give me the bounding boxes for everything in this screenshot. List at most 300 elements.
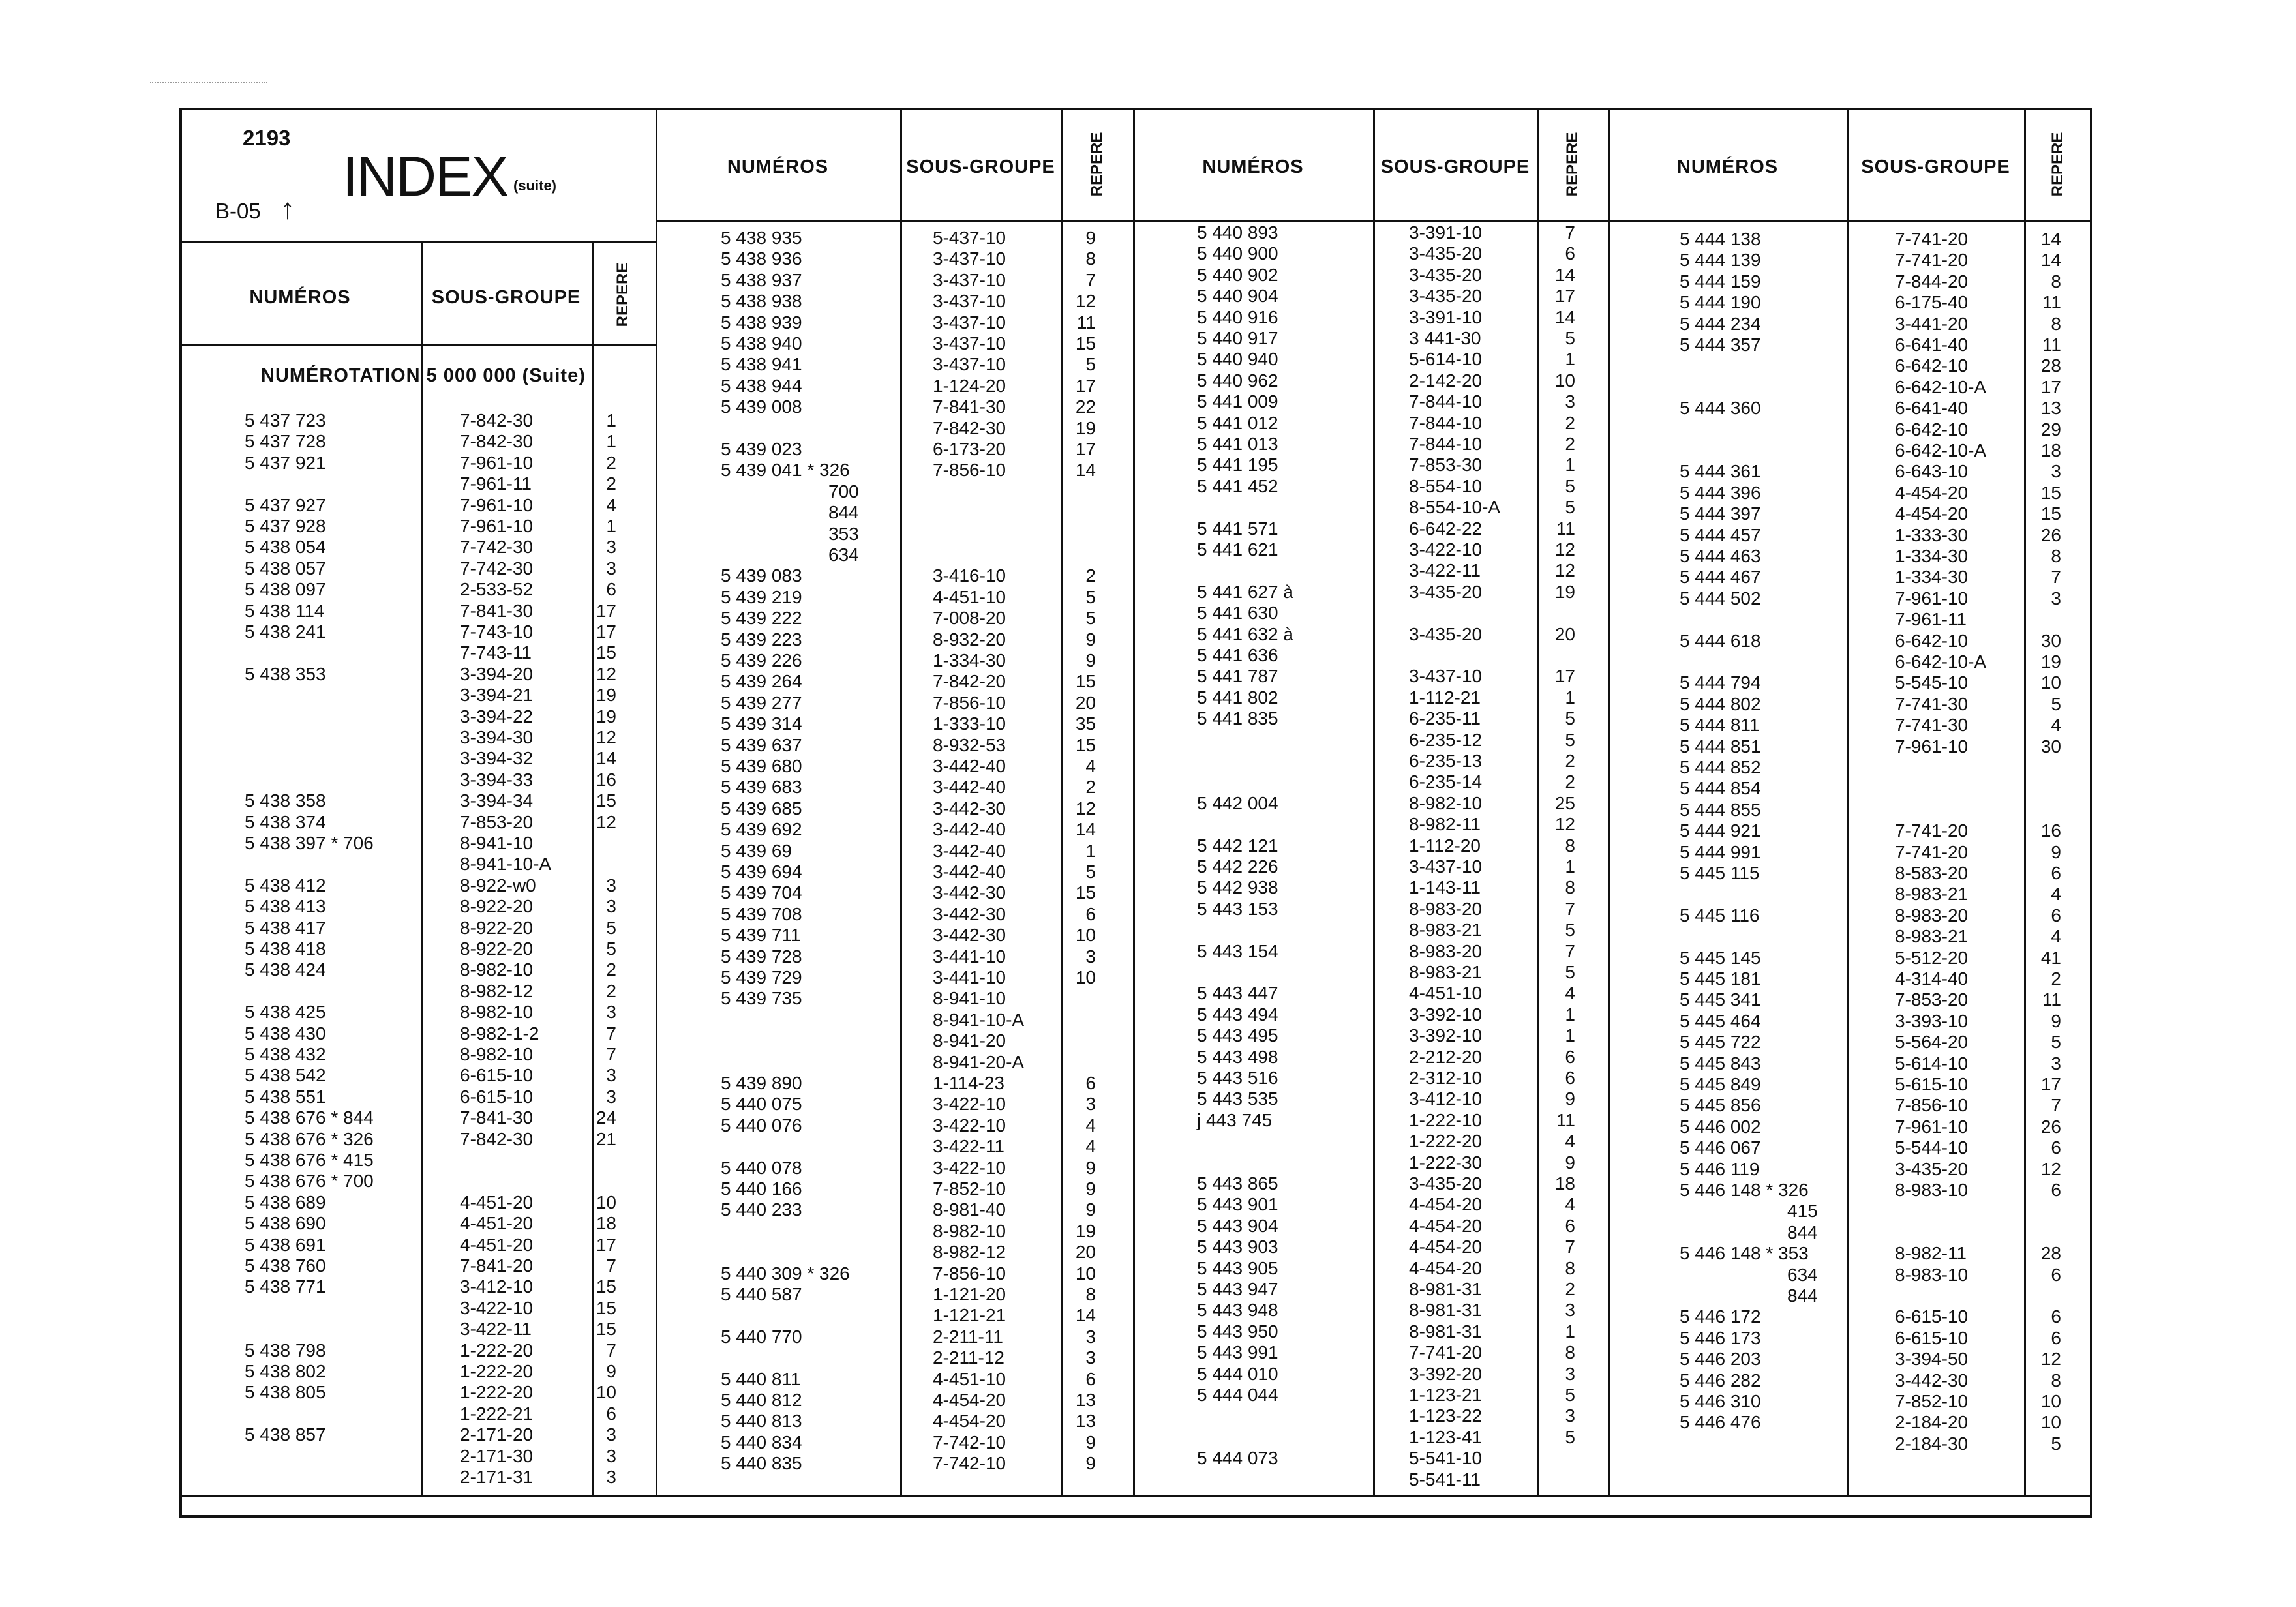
repere: 3 (606, 1086, 616, 1107)
repere: 14 (1554, 264, 1575, 285)
repere: 9 (1085, 650, 1096, 670)
part-number: 5 443 498 (1197, 1046, 1278, 1067)
part-number: 5 443 153 (1197, 898, 1278, 919)
sous-groupe: 5-614-10 (1895, 1053, 1969, 1074)
sous-groupe: 6-642-10-A (1895, 652, 1987, 672)
repere: 5 (606, 917, 616, 938)
sous-groupe: 3-412-10 (460, 1276, 534, 1297)
part-number: 5 445 722 (1680, 1032, 1761, 1053)
sous-groupe: 7-841-30 (933, 397, 1006, 417)
part-number: 5 438 676 * 326 (245, 1128, 374, 1149)
sous-groupe: 3-394-32 (460, 748, 534, 769)
sous-groupe: 8-983-21 (1895, 884, 1969, 905)
repere: 14 (1075, 819, 1096, 840)
repere: 17 (1554, 666, 1575, 687)
sous-groupe: 1-112-21 (1409, 687, 1481, 708)
sous-groupe: 8-922-w0 (460, 875, 536, 895)
sous-groupe: 7-741-20 (1895, 820, 1969, 841)
sous-groupe: 8-982-11 (1409, 814, 1481, 835)
repere: 6 (2051, 1306, 2061, 1327)
sous-groupe: 3-442-40 (933, 777, 1006, 798)
sous-groupe: 7-008-20 (933, 608, 1006, 629)
part-number: 5 443 904 (1197, 1215, 1278, 1236)
sous-groupe: 2-171-30 (460, 1445, 534, 1466)
part-number: 5 438 542 (245, 1065, 326, 1086)
part-number: 844 (1787, 1285, 1818, 1306)
col1-header-top-line (179, 241, 656, 243)
repere: 11 (2042, 989, 2061, 1010)
part-number: 5 439 704 (721, 882, 802, 903)
sous-groupe: 3-442-40 (933, 819, 1006, 840)
repere: 3 (606, 1445, 616, 1466)
sous-groupe: 6-235-11 (1409, 708, 1481, 729)
sous-groupe: 6-175-40 (1895, 292, 1969, 313)
sous-groupe: 3-416-10 (933, 565, 1006, 586)
sous-groupe: 3-437-10 (933, 248, 1006, 269)
sous-groupe: 8-982-10 (933, 1220, 1006, 1241)
col4-header-repere: REPERE (2049, 132, 2066, 197)
part-number: 5 439 277 (721, 692, 802, 713)
sous-groupe: 1-334-30 (1895, 546, 1969, 566)
sous-groupe: 3-435-20 (1409, 623, 1483, 644)
repere: 12 (1554, 560, 1575, 581)
sous-groupe: 8-981-31 (1409, 1279, 1483, 1299)
part-number: 5 439 728 (721, 946, 802, 967)
repere: 4 (2051, 884, 2061, 905)
part-number: 5 440 587 (721, 1284, 802, 1304)
sous-groupe: 8-982-10 (460, 1002, 534, 1023)
sous-groupe: 8-981-31 (1409, 1321, 1483, 1342)
sous-groupe: 4-451-20 (460, 1234, 534, 1255)
col2-header-sous-groupe: SOUS-GROUPE (906, 157, 1055, 177)
repere: 10 (596, 1382, 616, 1403)
scan-margin-marks (150, 82, 267, 85)
part-number: 5 439 637 (721, 734, 802, 755)
part-number: 5 444 463 (1680, 546, 1761, 566)
repere: 3 (606, 1002, 616, 1023)
repere: 20 (1554, 623, 1575, 644)
repere: 18 (1554, 1173, 1575, 1194)
sous-groupe: 3-435-20 (1895, 1158, 1969, 1179)
part-number: 5 441 636 (1197, 645, 1278, 665)
repere: 6 (2051, 1327, 2061, 1348)
sous-groupe: 8-554-10 (1409, 475, 1483, 496)
repere: 5 (2051, 1433, 2061, 1454)
repere: 10 (1075, 925, 1096, 946)
sous-groupe: 3-422-10 (1409, 539, 1483, 560)
repere: 18 (2040, 440, 2061, 460)
sous-groupe: 6-615-10 (460, 1065, 534, 1086)
sous-groupe: 7-842-30 (460, 1128, 534, 1149)
sous-groupe: 7-842-30 (933, 417, 1006, 438)
sous-groupe: 7-741-20 (1895, 229, 1969, 249)
part-number: 5 443 905 (1197, 1257, 1278, 1278)
page-title-suite: (suite) (513, 177, 556, 194)
sous-groupe: 2-211-12 (933, 1347, 1005, 1368)
part-number: 5 438 937 (721, 269, 802, 290)
sous-groupe: 7-853-20 (1895, 989, 1969, 1010)
sous-groupe: 3-393-10 (1895, 1010, 1969, 1031)
sous-groupe: 7-844-20 (1895, 271, 1969, 292)
repere: 28 (2040, 355, 2061, 376)
part-number: 5 445 849 (1680, 1074, 1761, 1094)
sous-groupe: 3-422-11 (933, 1136, 1005, 1157)
sous-groupe: 6-235-13 (1409, 751, 1483, 771)
repere: 7 (1085, 269, 1096, 290)
sous-groupe: 8-983-20 (1409, 940, 1483, 961)
repere: 12 (2040, 1158, 2061, 1179)
sous-groupe: 8-922-20 (460, 939, 534, 959)
repere: 1 (1085, 840, 1096, 861)
part-number: 5 437 723 (245, 410, 326, 430)
sous-groupe: 8-922-20 (460, 917, 534, 938)
sous-groupe: 6-642-22 (1409, 518, 1483, 539)
part-number: 5 444 044 (1197, 1385, 1278, 1405)
sous-groupe: 1-123-21 (1409, 1385, 1483, 1405)
repere: 30 (2040, 630, 2061, 651)
repere: 26 (2040, 524, 2061, 545)
part-number: 5 444 396 (1680, 482, 1761, 503)
sous-groupe: 6-641-40 (1895, 335, 1969, 355)
sous-groupe: 3-442-40 (933, 862, 1006, 882)
sous-groupe: 6-235-14 (1409, 772, 1483, 792)
repere: 5 (1085, 586, 1096, 607)
part-number: 5 440 900 (1197, 243, 1278, 264)
repere: 17 (596, 622, 616, 642)
repere: 8 (1565, 1342, 1575, 1363)
repere: 3 (1085, 1326, 1096, 1347)
repere: 19 (596, 685, 616, 706)
repere: 8 (2051, 313, 2061, 334)
part-number: 5 438 676 * 415 (245, 1150, 374, 1170)
part-number: 5 444 467 (1680, 567, 1761, 588)
part-number: 5 440 904 (1197, 286, 1278, 307)
part-number: 5 440 075 (721, 1094, 802, 1115)
repere: 11 (2042, 292, 2061, 313)
repere: 3 (606, 1424, 616, 1445)
sous-groupe: 4-451-20 (460, 1192, 534, 1212)
part-number: 5 444 852 (1680, 757, 1761, 777)
repere: 1 (1565, 856, 1575, 877)
repere: 3 (2051, 1053, 2061, 1074)
repere: 9 (606, 1361, 616, 1381)
part-number: 5 440 893 (1197, 222, 1278, 243)
sous-groupe: 4-454-20 (1895, 503, 1969, 524)
sous-groupe: 8-941-10-A (460, 854, 552, 875)
repere: 6 (2051, 1180, 2061, 1200)
part-number: 5 444 361 (1680, 461, 1761, 482)
sous-groupe: 3-394-33 (460, 769, 534, 790)
sous-groupe: 8-941-10 (460, 833, 534, 853)
sous-groupe: 8-981-31 (1409, 1300, 1483, 1321)
repere: 30 (2040, 736, 2061, 757)
part-number: 5 443 991 (1197, 1342, 1278, 1363)
sous-groupe: 7-743-10 (460, 622, 534, 642)
sous-groupe: 3-437-10 (1409, 856, 1483, 877)
repere: 5 (1085, 608, 1096, 629)
sous-groupe: 3-435-20 (1409, 581, 1483, 602)
sous-groupe: 6-615-10 (1895, 1306, 1969, 1327)
sous-groupe: 5-437-10 (933, 228, 1006, 248)
part-number: 5 444 794 (1680, 672, 1761, 693)
part-number: 5 441 012 (1197, 412, 1278, 433)
sous-groupe: 7-961-10 (1895, 736, 1969, 757)
repere: 1 (1565, 455, 1575, 475)
sous-groupe: 7-852-10 (933, 1179, 1006, 1199)
repere: 7 (606, 1044, 616, 1064)
repere: 14 (1554, 307, 1575, 327)
repere: 12 (596, 663, 616, 684)
part-number: 5 438 430 (245, 1023, 326, 1044)
part-number: 5 444 457 (1680, 524, 1761, 545)
part-number: 5 438 944 (721, 375, 802, 396)
sous-groupe: 3-442-40 (933, 840, 1006, 861)
repere: 15 (596, 642, 616, 663)
col4-divider-a (1847, 108, 1849, 1495)
part-number: 5 444 010 (1197, 1363, 1278, 1384)
repere: 3 (1565, 1300, 1575, 1321)
repere: 6 (606, 1403, 616, 1424)
part-number: 634 (828, 545, 859, 565)
repere: 1 (1565, 687, 1575, 708)
repere: 15 (2040, 482, 2061, 503)
sous-groupe: 3-442-30 (1895, 1370, 1969, 1390)
repere: 14 (2040, 250, 2061, 271)
sous-groupe: 1-222-21 (460, 1403, 534, 1424)
part-number: 5 443 901 (1197, 1194, 1278, 1215)
sous-groupe: 8-941-20-A (933, 1051, 1025, 1072)
repere: 3 (1085, 1094, 1096, 1115)
repere: 10 (2040, 1412, 2061, 1433)
repere: 1 (1565, 1321, 1575, 1342)
part-number: j 443 745 (1197, 1109, 1273, 1130)
repere: 9 (1085, 1453, 1096, 1474)
part-number: 5 444 991 (1680, 841, 1761, 862)
repere: 6 (1085, 903, 1096, 924)
sous-groupe: 1-114-23 (933, 1073, 1005, 1093)
repere: 4 (1565, 983, 1575, 1004)
part-number: 5 439 735 (721, 988, 802, 1009)
sous-groupe: 5-564-20 (1895, 1032, 1969, 1053)
part-number: 5 438 374 (245, 811, 326, 832)
sous-groupe: 4-314-40 (1895, 969, 1969, 989)
repere: 26 (2040, 1116, 2061, 1137)
part-number: 5 446 002 (1680, 1116, 1761, 1137)
part-number: 5 438 358 (245, 790, 326, 811)
sous-groupe: 1-112-20 (1409, 835, 1481, 856)
repere: 5 (2051, 1032, 2061, 1053)
col-divider-2 (1133, 108, 1135, 1495)
part-number: 5 438 689 (245, 1192, 326, 1212)
sous-groupe: 5-615-10 (1895, 1074, 1969, 1094)
part-number: 5 440 962 (1197, 370, 1278, 391)
repere: 1 (606, 516, 616, 536)
repere: 6 (1085, 1368, 1096, 1389)
part-number: 700 (828, 481, 859, 502)
repere: 2 (1085, 777, 1096, 798)
repere: 8 (1565, 877, 1575, 898)
sous-groupe: 2-212-20 (1409, 1046, 1483, 1067)
part-number: 5 437 928 (245, 516, 326, 536)
repere: 10 (596, 1192, 616, 1212)
repere: 9 (1085, 1199, 1096, 1220)
part-number: 5 438 054 (245, 537, 326, 558)
part-number: 5 439 264 (721, 671, 802, 692)
part-number: 5 443 950 (1197, 1321, 1278, 1342)
sous-groupe: 4-451-10 (1409, 983, 1483, 1004)
sous-groupe: 2-171-31 (460, 1467, 534, 1487)
repere: 9 (1085, 629, 1096, 650)
repere: 15 (596, 1297, 616, 1318)
part-number: 5 438 935 (721, 228, 802, 248)
part-number: 5 439 708 (721, 903, 802, 924)
part-number: 5 438 771 (245, 1276, 326, 1297)
part-number: 5 441 009 (1197, 391, 1278, 412)
sous-groupe: 4-451-10 (933, 586, 1006, 607)
part-number: 844 (828, 502, 859, 523)
repere: 17 (1075, 375, 1096, 396)
part-number: 5 439 69 (721, 840, 800, 861)
sous-groupe: 7-841-30 (460, 600, 534, 621)
part-number: 5 439 890 (721, 1073, 802, 1093)
sous-groupe: 3-442-30 (933, 903, 1006, 924)
col3-header-sous-groupe: SOUS-GROUPE (1380, 157, 1530, 177)
sous-groupe: 3-422-10 (460, 1297, 534, 1318)
part-number: 5 444 811 (1680, 715, 1760, 736)
sous-groupe: 3-437-10 (933, 354, 1006, 375)
repere: 6 (2051, 863, 2061, 883)
part-number: 5 438 418 (245, 939, 326, 959)
part-number: 5 439 222 (721, 608, 802, 629)
part-number: 5 440 078 (721, 1157, 802, 1178)
repere: 1 (606, 410, 616, 430)
sous-groupe: 7-856-10 (933, 460, 1006, 481)
repere: 2 (606, 959, 616, 980)
repere: 14 (1075, 460, 1096, 481)
part-number: 5 443 947 (1197, 1279, 1278, 1299)
part-number: 5 441 630 (1197, 603, 1278, 623)
repere: 17 (1554, 286, 1575, 307)
sous-groupe: 5-614-10 (1409, 349, 1483, 370)
repere: 5 (1565, 920, 1575, 940)
sous-groupe: 6-173-20 (933, 439, 1006, 459)
repere: 29 (2040, 419, 2061, 440)
part-number: 5 446 310 (1680, 1391, 1761, 1411)
sous-groupe: 3-392-20 (1409, 1363, 1483, 1384)
repere: 5 (1565, 475, 1575, 496)
part-number: 5 438 690 (245, 1213, 326, 1234)
sous-groupe: 3-394-50 (1895, 1349, 1969, 1370)
repere: 1 (1565, 1025, 1575, 1046)
part-number: 5 438 551 (245, 1086, 326, 1107)
part-number: 5 446 148 * 353 (1680, 1243, 1809, 1264)
part-number: 5 440 917 (1197, 328, 1278, 348)
sous-groupe: 6-235-12 (1409, 729, 1483, 750)
sous-groupe: 3-412-10 (1409, 1089, 1483, 1109)
col2-divider-a (900, 108, 902, 1495)
part-number: 5 441 195 (1197, 455, 1278, 475)
part-number: 5 446 173 (1680, 1327, 1761, 1348)
part-number: 5 438 057 (245, 558, 326, 578)
part-number: 5 443 903 (1197, 1237, 1278, 1257)
part-number: 5 445 116 (1680, 905, 1760, 925)
repere: 15 (596, 1319, 616, 1340)
repere: 19 (596, 706, 616, 727)
repere: 5 (1565, 497, 1575, 518)
part-number: 5 438 114 (245, 600, 325, 621)
sous-groupe: 7-961-10 (1895, 588, 1969, 608)
part-number: 5 443 495 (1197, 1025, 1278, 1046)
sous-groupe: 8-983-21 (1409, 962, 1483, 982)
part-number: 5 440 834 (721, 1432, 802, 1452)
part-number: 5 441 787 (1197, 666, 1278, 687)
part-number: 5 445 341 (1680, 989, 1761, 1010)
repere: 2 (606, 980, 616, 1001)
sous-groupe: 1-333-10 (933, 713, 1006, 734)
sous-groupe: 7-844-10 (1409, 434, 1483, 454)
sous-groupe: 3-437-10 (933, 333, 1006, 353)
sous-groupe: 2-171-20 (460, 1424, 534, 1445)
repere: 11 (1556, 1109, 1575, 1130)
repere: 5 (606, 939, 616, 959)
sous-groupe: 8-554-10-A (1409, 497, 1501, 518)
repere: 15 (596, 1276, 616, 1297)
repere: 7 (606, 1340, 616, 1360)
sous-groupe: 7-856-10 (1895, 1095, 1969, 1116)
sous-groupe: 4-451-10 (933, 1368, 1006, 1389)
repere: 7 (606, 1255, 616, 1276)
part-number: 5 438 432 (245, 1044, 326, 1064)
repere: 6 (2051, 905, 2061, 925)
part-number: 5 443 535 (1197, 1089, 1278, 1109)
sous-groupe: 7-743-11 (460, 642, 532, 663)
repere: 15 (596, 790, 616, 811)
part-number: 5 444 360 (1680, 398, 1761, 419)
repere: 12 (1554, 539, 1575, 560)
sous-groupe: 6-642-10 (1895, 355, 1969, 376)
repere: 11 (1556, 518, 1575, 539)
sous-groupe: 3-422-10 (933, 1094, 1006, 1115)
part-number: 5 438 676 * 700 (245, 1171, 374, 1192)
part-number: 5 439 729 (721, 967, 802, 987)
part-number: 5 444 921 (1680, 820, 1761, 841)
sous-groupe: 4-451-20 (460, 1213, 534, 1234)
part-number: 5 439 680 (721, 756, 802, 776)
col1-header-bottom-line (179, 344, 656, 346)
repere: 3 (2051, 588, 2061, 608)
repere: 7 (2051, 1095, 2061, 1116)
part-number: 5 438 424 (245, 959, 326, 980)
repere: 7 (1565, 940, 1575, 961)
section-title: NUMÉROTATION 5 000 000 (Suite) (261, 365, 586, 386)
sous-groupe: 7-961-10 (460, 452, 534, 473)
part-number: 5 444 073 (1197, 1448, 1278, 1469)
sous-groupe: 8-941-10 (933, 988, 1006, 1009)
part-number: 5 446 476 (1680, 1412, 1761, 1433)
sous-groupe: 8-583-20 (1895, 863, 1969, 883)
sous-groupe: 1-121-21 (933, 1305, 1006, 1326)
part-number: 5 438 941 (721, 354, 802, 375)
part-number: 5 438 805 (245, 1382, 326, 1403)
sous-groupe: 5-512-20 (1895, 947, 1969, 968)
part-number: 5 438 353 (245, 663, 326, 684)
sous-groupe: 1-222-20 (460, 1382, 534, 1403)
table-bottom-line (179, 1495, 2092, 1497)
part-number: 5 442 938 (1197, 877, 1278, 898)
repere: 12 (1554, 814, 1575, 835)
repere: 10 (2040, 1391, 2061, 1411)
repere: 17 (2040, 376, 2061, 397)
